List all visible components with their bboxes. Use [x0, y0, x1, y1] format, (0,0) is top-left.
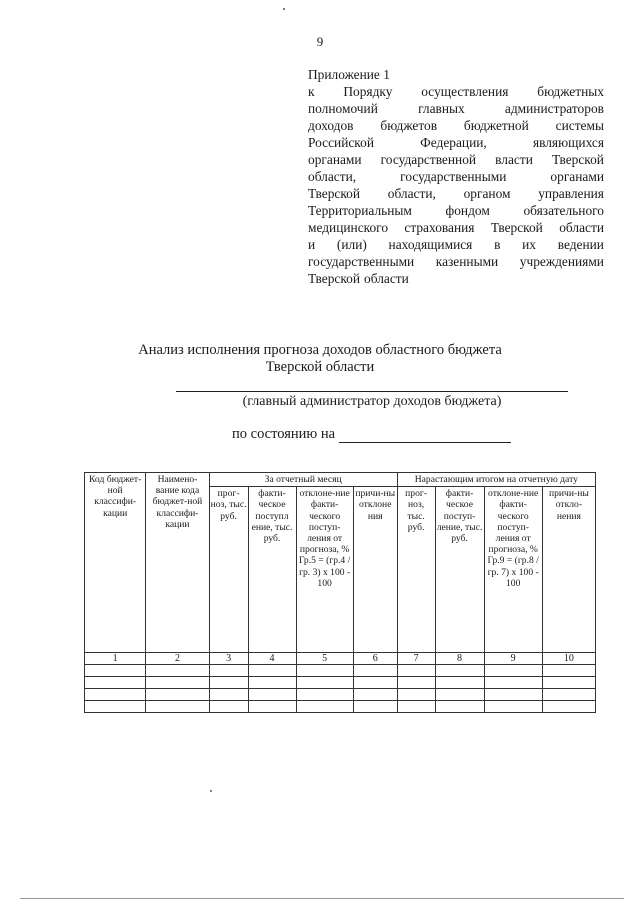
appendix-line	[308, 100, 604, 117]
table-cell[interactable]	[435, 665, 484, 677]
appendix-word: государственными	[400, 169, 507, 184]
table-cell[interactable]	[248, 677, 296, 689]
appendix-title: Приложение 1	[308, 67, 390, 82]
table-cell[interactable]	[146, 665, 209, 677]
table-cell[interactable]	[248, 665, 296, 677]
document-title	[100, 342, 540, 376]
appendix-text	[308, 83, 604, 287]
appendix-word: органами	[550, 169, 604, 184]
table-cell[interactable]	[397, 677, 435, 689]
appendix-word: Тверской	[308, 186, 361, 201]
appendix-word: бюджетной	[463, 118, 529, 133]
appendix-word: области	[364, 271, 409, 286]
appendix-word: страхования	[404, 220, 475, 235]
appendix-word: администраторов	[504, 101, 604, 116]
as-of-label: по состоянию на	[232, 426, 336, 442]
administrator-caption: (главный администратор доходов бюджета)	[242, 394, 502, 409]
column-number: 3	[209, 653, 248, 665]
scan-dot	[210, 790, 212, 792]
header-cumulative-actual: факти-ческое поступ-ление, тыс. руб.	[435, 487, 484, 653]
table-cell[interactable]	[542, 665, 595, 677]
appendix-word: казенными	[435, 254, 499, 269]
appendix-word: власти	[495, 152, 533, 167]
column-number: 9	[484, 653, 542, 665]
table-cell[interactable]	[435, 689, 484, 701]
header-cumulative: Нарастающим итогом на отчетную дату	[397, 473, 595, 487]
column-number: 6	[353, 653, 397, 665]
table-header-row-1	[85, 473, 596, 487]
appendix-word: области,	[387, 186, 436, 201]
table-row[interactable]	[85, 701, 596, 713]
appendix-word: к	[308, 84, 315, 99]
table-cell[interactable]	[397, 701, 435, 713]
header-budget-code: Код бюджет-ной классифи-кации	[85, 473, 146, 653]
appendix-word: области,	[308, 169, 357, 184]
appendix-word: ведении	[557, 237, 604, 252]
appendix-line	[308, 270, 604, 287]
appendix-word: находящимися	[388, 237, 473, 252]
appendix-word: Порядку	[343, 84, 393, 99]
table-cell[interactable]	[85, 665, 146, 677]
column-number: 5	[296, 653, 353, 665]
table-cell[interactable]	[85, 701, 146, 713]
table-cell[interactable]	[146, 677, 209, 689]
table-cell[interactable]	[248, 701, 296, 713]
table-cell[interactable]	[353, 665, 397, 677]
column-number: 4	[248, 653, 296, 665]
appendix-word: области	[559, 220, 604, 235]
table-cell[interactable]	[484, 677, 542, 689]
appendix-word: Российской	[308, 135, 374, 150]
as-of-date-blank[interactable]	[339, 428, 511, 443]
appendix-word: (или)	[336, 237, 367, 252]
table-cell[interactable]	[542, 677, 595, 689]
table-cell[interactable]	[296, 701, 353, 713]
table-cell[interactable]	[209, 665, 248, 677]
table-cell[interactable]	[397, 689, 435, 701]
appendix-word: системы	[555, 118, 604, 133]
table-cell[interactable]	[353, 689, 397, 701]
table-cell[interactable]	[248, 689, 296, 701]
table-cell[interactable]	[146, 689, 209, 701]
appendix-word: Федерации,	[420, 135, 487, 150]
table-cell[interactable]	[353, 677, 397, 689]
table-cell[interactable]	[397, 665, 435, 677]
appendix-line	[308, 168, 604, 185]
appendix-line	[308, 134, 604, 151]
header-month-deviation: отклоне-ние факти-ческого поступ-ления от прогноза, % Гр.5 = (гр.4 / гр. 3) х 100 - 100	[296, 487, 353, 653]
table-cell[interactable]	[435, 701, 484, 713]
table-cell[interactable]	[484, 665, 542, 677]
appendix-word: бюджетов	[380, 118, 438, 133]
column-number: 2	[146, 653, 209, 665]
header-reporting-month: За отчетный месяц	[209, 473, 397, 487]
appendix-line	[308, 83, 604, 100]
analysis-table	[84, 472, 596, 713]
appendix-word: осуществления	[421, 84, 509, 99]
header-month-reasons: причи-ны отклоне ния	[353, 487, 397, 653]
appendix-line	[308, 117, 604, 134]
appendix-word: медицинского	[308, 220, 389, 235]
header-month-forecast: прог-ноз, тыс. руб.	[209, 487, 248, 653]
header-cumulative-deviation: отклоне-ние факти-ческого поступ-ления от прогноза, % Гр.9 = (гр.8 / гр. 7) х 100 - 100	[484, 487, 542, 653]
appendix-word: учреждениями	[519, 254, 604, 269]
appendix-line	[308, 151, 604, 168]
table-cell[interactable]	[85, 689, 146, 701]
appendix-word: полномочий	[308, 101, 378, 116]
appendix-word: органами	[308, 152, 362, 167]
appendix-word: государственной	[380, 152, 477, 167]
appendix-word: органом	[463, 186, 511, 201]
appendix-word: Тверской	[308, 271, 361, 286]
appendix-word: главных	[418, 101, 465, 116]
appendix-line	[308, 253, 604, 270]
appendix-word: бюджетных	[537, 84, 604, 99]
table-cell[interactable]	[484, 701, 542, 713]
table-cell[interactable]	[209, 701, 248, 713]
appendix-word: Территориальным	[308, 203, 412, 218]
appendix-line	[308, 219, 604, 236]
document-title-line-1: Анализ исполнения прогноза доходов областного бюджета	[138, 342, 502, 358]
table-row[interactable]	[85, 665, 596, 677]
table-cell[interactable]	[296, 689, 353, 701]
table-cell[interactable]	[209, 689, 248, 701]
scan-edge-line	[20, 898, 624, 899]
header-cumulative-reasons: причи-ны откло-нения	[542, 487, 595, 653]
table-cell[interactable]	[146, 701, 209, 713]
column-number: 1	[85, 653, 146, 665]
document-title-line-2: Тверской области	[265, 359, 375, 375]
appendix-word: и	[308, 237, 316, 252]
appendix-line	[308, 202, 604, 219]
header-month-actual: факти-ческое поступл ение, тыс. руб.	[248, 487, 296, 653]
column-number: 8	[435, 653, 484, 665]
appendix-word: в	[494, 237, 501, 252]
appendix-word: являющихся	[532, 135, 604, 150]
table-cell[interactable]	[85, 677, 146, 689]
column-numbers-row	[85, 653, 596, 665]
table-cell[interactable]	[209, 677, 248, 689]
appendix-word: управления	[538, 186, 604, 201]
page-number: 9	[316, 34, 324, 49]
appendix-word: обязательного	[523, 203, 604, 218]
appendix-line	[308, 185, 604, 202]
table-cell[interactable]	[542, 701, 595, 713]
column-number: 7	[397, 653, 435, 665]
as-of-date-row	[232, 426, 511, 443]
appendix-word: их	[522, 237, 536, 252]
table-row[interactable]	[85, 689, 596, 701]
scan-dot	[283, 8, 285, 10]
header-code-name: Наимено-вание кода бюджет-ной классифи-кации	[146, 473, 209, 653]
table-cell[interactable]	[484, 689, 542, 701]
appendix-word: Тверской	[551, 152, 604, 167]
table-cell[interactable]	[542, 689, 595, 701]
appendix-note	[308, 66, 604, 287]
column-number: 10	[542, 653, 595, 665]
table-row[interactable]	[85, 677, 596, 689]
table-cell[interactable]	[296, 677, 353, 689]
appendix-line	[308, 236, 604, 253]
table-cell[interactable]	[296, 665, 353, 677]
header-cumulative-forecast: прог-ноз, тыс. руб.	[397, 487, 435, 653]
table-cell[interactable]	[435, 677, 484, 689]
appendix-word: фондом	[445, 203, 490, 218]
appendix-word: Тверской	[490, 220, 543, 235]
table-cell[interactable]	[353, 701, 397, 713]
administrator-blank-line[interactable]	[176, 391, 568, 392]
appendix-word: доходов	[308, 118, 354, 133]
appendix-word: государственными	[308, 254, 415, 269]
